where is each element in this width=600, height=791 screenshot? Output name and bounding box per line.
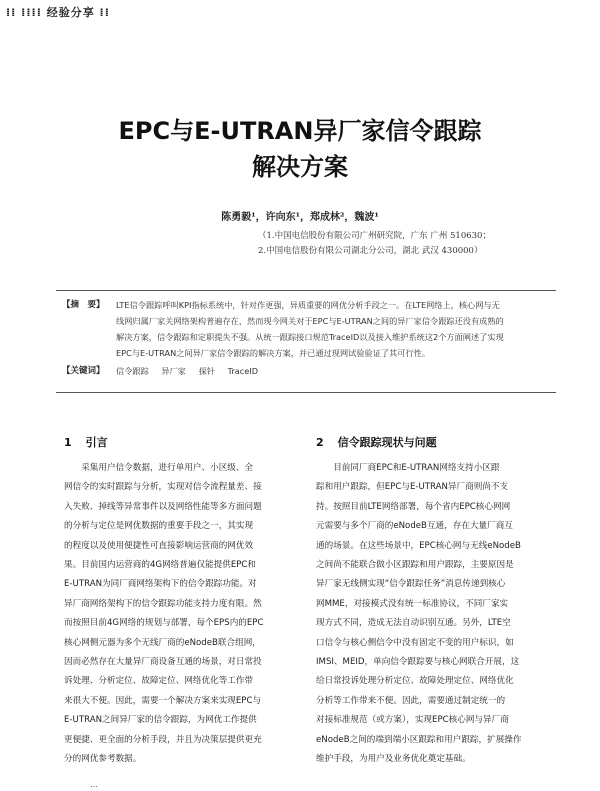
- body-line: 分的网优参考数据。: [64, 754, 142, 765]
- keyword: 信令跟踪: [116, 366, 149, 376]
- body-line: 来很大不便。因此，需要一个解决方案来实现EPC与: [64, 695, 262, 706]
- keywords-label: 【关键词】: [62, 366, 105, 376]
- page-footer-fragment: …: [90, 780, 98, 789]
- body-line: E-UTRAN之间异厂家的信令跟踪，为网优工作提供: [64, 715, 257, 726]
- body-line: 口信令与核心侧信令中没有固定不变的用户标识，如: [316, 637, 514, 648]
- keyword: 探针: [198, 366, 215, 376]
- body-line: 入失败、掉线等异常事件以及网络性能等多方面问题: [64, 501, 262, 512]
- body-line: 之间尚不能联合做小区跟踪和用户跟踪，主要原因是: [316, 560, 514, 571]
- body-line: 因而必然存在大量异厂商设备互通的场景，对日常投: [64, 657, 262, 668]
- section-heading: [316, 433, 560, 453]
- section-number: 1: [64, 436, 72, 449]
- body-line: 果。目前国内运营商的4G网络普遍仅能提供EPC和: [64, 560, 257, 571]
- abstract-line: 解决方案，信令跟踪和定职提失不强。从统一跟踪接口规范TraceID以及接入维护系统这2个方面阐述了实现: [116, 332, 504, 342]
- body-line: 给日常投诉处理分析定位、故障处理定位、网络优化: [316, 676, 514, 687]
- section-title: 信令跟踪现状与问题: [337, 436, 437, 449]
- body-line: IMSI、MEID，单向信令跟踪要与核心网联合开展，这: [316, 657, 520, 668]
- abstract-text: [116, 297, 550, 361]
- body-line: 的分析与定位是网优数据的重要手段之一，其实现: [64, 521, 254, 532]
- affiliation-2: 2.中国电信股份有限公司湖北分公司，湖北 武汉 430000）: [258, 246, 483, 256]
- keyword: TraceID: [227, 366, 258, 376]
- body-line: 核心网侧元器为多个无线厂商的eNodeB联合组网，: [64, 637, 261, 648]
- section-introduction: [64, 433, 308, 770]
- title-line-2: 解决方案: [252, 153, 348, 181]
- keywords-list: [116, 363, 550, 379]
- title-line-1: EPC与E-UTRAN异厂家信令跟踪: [118, 117, 482, 145]
- abstract-row: [62, 297, 550, 361]
- body-line: 更便捷、更全面的分析手段，并且为决策层提供更充: [64, 734, 262, 745]
- column-header-tag: ⁞⁞ ⁞⁞⁞⁞ 经验分享 ⁞⁞: [6, 6, 110, 19]
- keywords-row: [62, 363, 550, 379]
- body-line: 网MME，对接模式没有统一标准协议，不同厂家实: [316, 598, 509, 609]
- section-number: 2: [316, 436, 324, 449]
- abstract-block: [62, 297, 550, 379]
- abstract-line: 线网归属厂家关网络架构普遍存在，然而现今网关对于EPC与E-UTRAN之间的异厂家信令跟踪还没有成熟的: [116, 316, 504, 326]
- section-tracking-status: [316, 433, 560, 770]
- affiliations: [258, 229, 491, 259]
- body-line: 维护手段，为用户及业务优化奠定基础。: [316, 754, 471, 765]
- body-line: 诉处理、分析定位、故障定位、网络优化等工作带: [64, 676, 254, 687]
- body-line: 目前同厂商EPC和E-UTRAN网络支持小区跟: [316, 463, 500, 473]
- section-heading: [64, 433, 308, 453]
- abstract-line: LTE信令跟踪呼叫KPI指标系统中，针对作更强，异质重要的网优分析手段之一。在LTE网络上，核心网与无: [116, 300, 500, 310]
- abstract-bottom-rule: [56, 392, 556, 393]
- body-line: 持。按照目前LTE网络部署，每个省内EPC核心网网: [316, 501, 511, 512]
- body-line: 对接标准规范（或方案），实现EPC核心网与异厂商: [316, 715, 509, 726]
- body-line: 而按照目前4G网络的规划与部署，每个EPS内的EPC: [64, 618, 264, 629]
- abstract-label: 【摘 要】: [62, 300, 105, 310]
- body-line: eNodeB之间的端到端小区跟踪和用户跟踪，扩展操作: [316, 734, 522, 745]
- body-line: 网信令的实时跟踪与分析，实现对信令流程量差、接: [64, 482, 262, 493]
- body-line: 现方式不同，造成无法自动识别互通。另外，LTE空: [316, 618, 511, 629]
- abstract-line: EPC与E-UTRAN之间异厂家信令跟踪的解决方案，并已通过现网试验验证了其可行性。: [116, 348, 431, 358]
- body-line: 异厂商网络架构下的信令跟踪功能支持力度有限。然: [64, 598, 262, 609]
- body-line: 采集用户信令数据，进行单用户、小区级、全: [64, 463, 254, 473]
- section-title: 引言: [85, 436, 108, 449]
- body-line: 元需要与多个厂商的eNodeB互通，存在大量厂商互: [316, 521, 513, 532]
- keyword: 异厂家: [161, 366, 186, 376]
- article-title: [0, 113, 600, 185]
- affiliation-1: （1.中国电信股份有限公司广州研究院，广东 广州 510630；: [258, 231, 491, 241]
- body-line: 异厂家无线侧实现“信令跟踪任务”消息传递到核心: [316, 579, 506, 590]
- abstract-top-rule: [56, 290, 556, 291]
- body-line: 踪和用户跟踪，但EPC与E-UTRAN异厂商则尚不支: [316, 482, 509, 493]
- body-line: 分析等工作带来不便。因此，需要通过制定统一的: [316, 695, 506, 706]
- body-line: E-UTRAN为同厂商网络架构下的信令跟踪功能。对: [64, 579, 257, 590]
- section-body: [64, 459, 308, 770]
- authors: 陈勇毅¹，许向东¹，郑成林²，魏波¹: [221, 212, 379, 223]
- section-body: [316, 459, 560, 770]
- body-line: 通的场景。在这些场景中，EPC核心网与无线eNodeB: [316, 540, 521, 551]
- body-line: 的程度以及使用便捷性可直接影响运营商的网优效: [64, 540, 254, 551]
